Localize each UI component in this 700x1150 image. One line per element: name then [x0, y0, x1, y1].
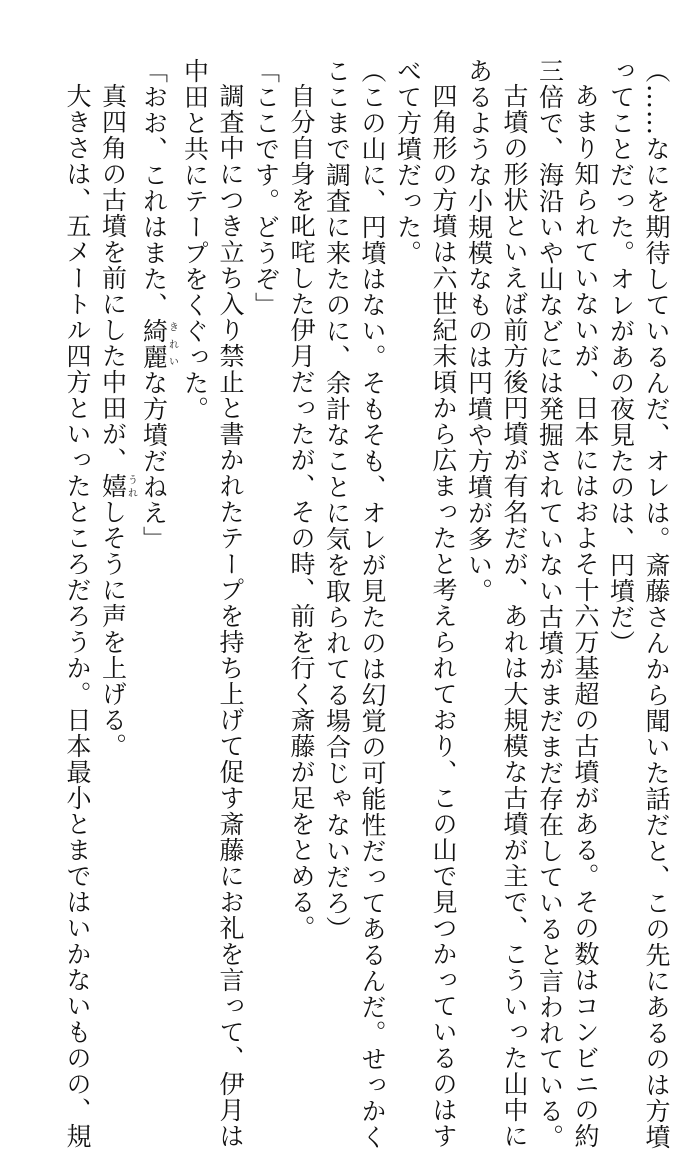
text-line: 三倍で、海沿いや山などには発掘されていない古墳がまだまだ存在していると言われている。	[535, 58, 565, 1150]
text-line: あるような小規模なものは円墳や方墳が多い。	[464, 58, 494, 604]
text-line: ってことだった。オレがあの夜見たのは、円墳だ）	[606, 58, 636, 656]
text-segment: 真四角の古墳を前にした中田が、	[98, 83, 128, 473]
ruby-reading: うれ	[125, 473, 137, 499]
ruby-word	[98, 473, 137, 499]
text-segment: しそうに声を上げる。	[98, 499, 128, 759]
text-line: 大きさは、五メートル四方といったところだろうか。日本最小とまではいかないものの、規	[63, 83, 92, 1149]
text-line: 四角形の方墳は六世紀末頃から広まったと考えられており、この山で見つかっているのはす	[429, 83, 458, 1149]
vertical-text-body	[60, 58, 675, 1150]
text-line: べて方墳だった。	[393, 58, 423, 266]
text-line: 古墳の形状といえば前方後円墳が有名だが、あれは大規模な古墳が主で、こういった山中に	[500, 83, 529, 1149]
text-segment: 「おお、これはまた、	[139, 58, 169, 318]
text-line	[95, 58, 136, 958]
ruby-word	[139, 318, 178, 370]
text-line: （この山に、円墳はない。そもそも、オレが見たのは幻覚の可能性だってあるんだ。せっかく	[358, 58, 387, 1150]
text-line: ここまで調査に来たのに、余計なことに気を取られてる場合じゃないだろ）	[322, 58, 352, 942]
text-line: あまり知られていないが、日本にはおよそ十六万基超の古墳がある。その数はコンビニの約	[571, 83, 600, 1149]
text-line: （……なにを期待しているんだ、オレは。斎藤さんから聞いた話だと、この先にあるのは方墳	[642, 58, 671, 1150]
ruby-base: 嬉	[98, 473, 128, 499]
text-segment: な方墳だねえ」	[139, 370, 169, 552]
text-line: 調査中につき立ち入り禁止と書かれたテープを持ち上げて促す斎藤にお礼を言って、伊月は	[216, 83, 245, 1149]
text-line: 中田と共にテープをくぐった。	[180, 58, 210, 422]
text-line: 「ここです。どうぞ」	[251, 58, 281, 318]
ruby-reading: きれい	[166, 318, 178, 370]
ruby-base: 綺麗	[139, 318, 169, 370]
text-line	[136, 58, 177, 958]
text-line: 自分自身を叱咤した伊月だったが、その時、前を行く斎藤が足をとめる。	[287, 83, 316, 941]
